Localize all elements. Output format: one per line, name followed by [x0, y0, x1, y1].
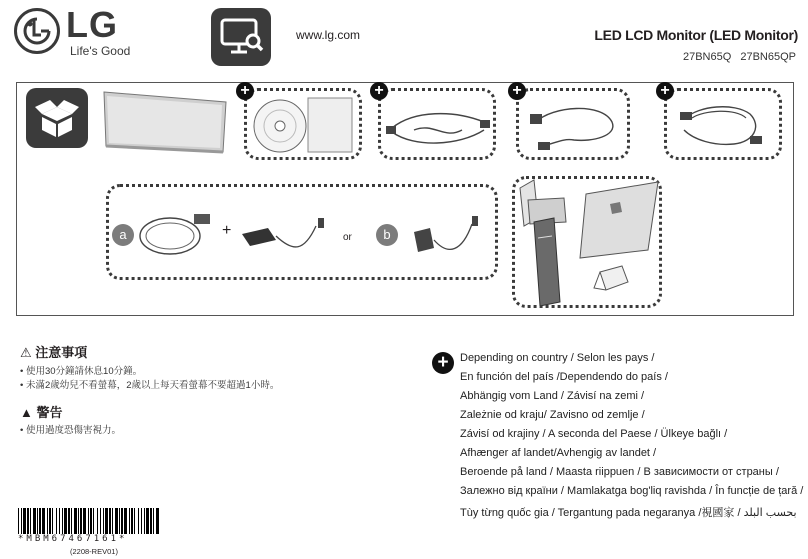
- plus-separator: +: [222, 222, 232, 239]
- power-cord-icon: [134, 210, 216, 260]
- barcode-bar: [141, 508, 142, 534]
- country-note-line: En función del país /Dependendo do país /: [460, 371, 668, 383]
- barcode-bar: [112, 508, 113, 534]
- warning-icon: ▲: [20, 405, 33, 420]
- barcode: [18, 508, 160, 534]
- barcode-bar: [100, 508, 101, 534]
- country-note-line: Závisí od krajiny / A seconda del Paese / Ülkeye bağlı /: [460, 428, 728, 440]
- product-title: LED LCD Monitor (LED Monitor): [594, 27, 798, 43]
- barcode-bar: [131, 508, 133, 534]
- barcode-bar: [134, 508, 135, 534]
- barcode-bar: [23, 508, 26, 534]
- barcode-bar: [52, 508, 53, 534]
- warning-line-1: • 使用過度恐傷害視力。: [20, 425, 121, 436]
- barcode-bar: [88, 508, 89, 534]
- cd-disc-icon: [252, 94, 356, 156]
- barcode-bar: [90, 508, 92, 534]
- caution-heading-text: 注意事項: [35, 345, 88, 360]
- or-label: or: [343, 232, 352, 243]
- warning-heading: [20, 402, 63, 421]
- barcode-bar: [83, 508, 86, 534]
- barcode-bar: [129, 508, 130, 534]
- barcode-bar: [30, 508, 31, 534]
- barcode-bar: [59, 508, 60, 534]
- barcode-bar: [146, 508, 149, 534]
- model-2: 27BN65QP: [740, 51, 796, 63]
- barcode-bar: [80, 508, 82, 534]
- revision-code: (2208-REV01): [70, 547, 118, 556]
- barcode-bar: [33, 508, 36, 534]
- barcode-bar: [27, 508, 29, 534]
- optional-plus-icon: +: [656, 82, 674, 100]
- ac-adapter-icon: [238, 212, 334, 262]
- caution-line-2: • 未滿2歲幼兒不看螢幕，2歲以上每天看螢幕不要超過1小時。: [20, 380, 280, 391]
- displayport-cable-icon: [522, 96, 624, 156]
- country-note-line: Залежно від країни / Mamlakatga bog'liq ravishda / În funcție de țară /: [460, 485, 804, 497]
- stand-body-illustration: [516, 178, 662, 306]
- wall-adapter-icon: [408, 212, 488, 262]
- barcode-text: *MBM67467161*: [18, 534, 128, 544]
- barcode-bar: [71, 508, 72, 534]
- barcode-bar: [74, 508, 77, 534]
- package-box-icon: [26, 88, 88, 148]
- country-note-line: Depending on country / Selon les pays /: [460, 352, 655, 364]
- optional-plus-icon: +: [370, 82, 388, 100]
- model-numbers: [683, 51, 796, 63]
- barcode-bar: [115, 508, 118, 534]
- barcode-bar: [42, 508, 45, 534]
- barcode-bar: [18, 508, 19, 534]
- barcode-bar: [109, 508, 111, 534]
- barcode-bar: [103, 508, 104, 534]
- monitor-search-icon: [211, 8, 271, 66]
- lg-logo-icon: [14, 8, 60, 54]
- barcode-bar: [153, 508, 154, 534]
- barcode-bar: [138, 508, 139, 534]
- barcode-bar: [62, 508, 63, 534]
- caution-line-1: • 使用30分鐘請休息10分鐘。: [20, 366, 143, 377]
- country-plus-icon: +: [432, 352, 454, 374]
- country-note-line: Beroende på land / Maasta riippuen / В зависимости от страны /: [460, 466, 779, 478]
- barcode-bar: [124, 508, 127, 534]
- barcode-bar: [37, 508, 38, 534]
- barcode-bar: [144, 508, 145, 534]
- brand-name: LG: [66, 4, 118, 45]
- barcode-bar: [105, 508, 108, 534]
- barcode-bar: [97, 508, 98, 534]
- optional-plus-icon: +: [236, 82, 254, 100]
- barcode-bar: [93, 508, 94, 534]
- hdmi-cable-icon: [384, 100, 492, 152]
- caution-icon: ⚠: [20, 345, 32, 360]
- country-note-line: Abhängig vom Land / Závisí na zemi /: [460, 390, 645, 402]
- monitor-panel-illustration: [102, 88, 228, 156]
- barcode-bar: [150, 508, 152, 534]
- country-note-line: Zależnie od kraju/ Zavisno od zemlje /: [460, 409, 645, 421]
- brand-tagline: Life's Good: [70, 44, 131, 58]
- warning-heading-text: 警告: [36, 405, 63, 420]
- barcode-bar: [119, 508, 120, 534]
- barcode-bar: [64, 508, 67, 534]
- caution-heading: [20, 342, 87, 361]
- barcode-bar: [156, 508, 159, 534]
- barcode-bar: [78, 508, 79, 534]
- barcode-bar: [56, 508, 57, 534]
- option-a-badge: a: [112, 224, 134, 246]
- barcode-bar: [121, 508, 123, 534]
- option-b-badge: b: [376, 224, 398, 246]
- website-url[interactable]: www.lg.com: [296, 28, 361, 42]
- barcode-bar: [39, 508, 41, 534]
- usb-cable-icon: [674, 96, 774, 156]
- barcode-bar: [68, 508, 70, 534]
- country-note-line: Tùy từng quốc gia / Tergantung pada negaranya /視國家 / بحسب البلد: [460, 507, 797, 519]
- optional-plus-icon: +: [508, 82, 526, 100]
- barcode-bar: [21, 508, 22, 534]
- country-note-line: Afhænger af landet/Avhengig av landet /: [460, 447, 657, 459]
- barcode-bar: [49, 508, 51, 534]
- barcode-bar: [47, 508, 48, 534]
- model-1: 27BN65Q: [682, 51, 732, 63]
